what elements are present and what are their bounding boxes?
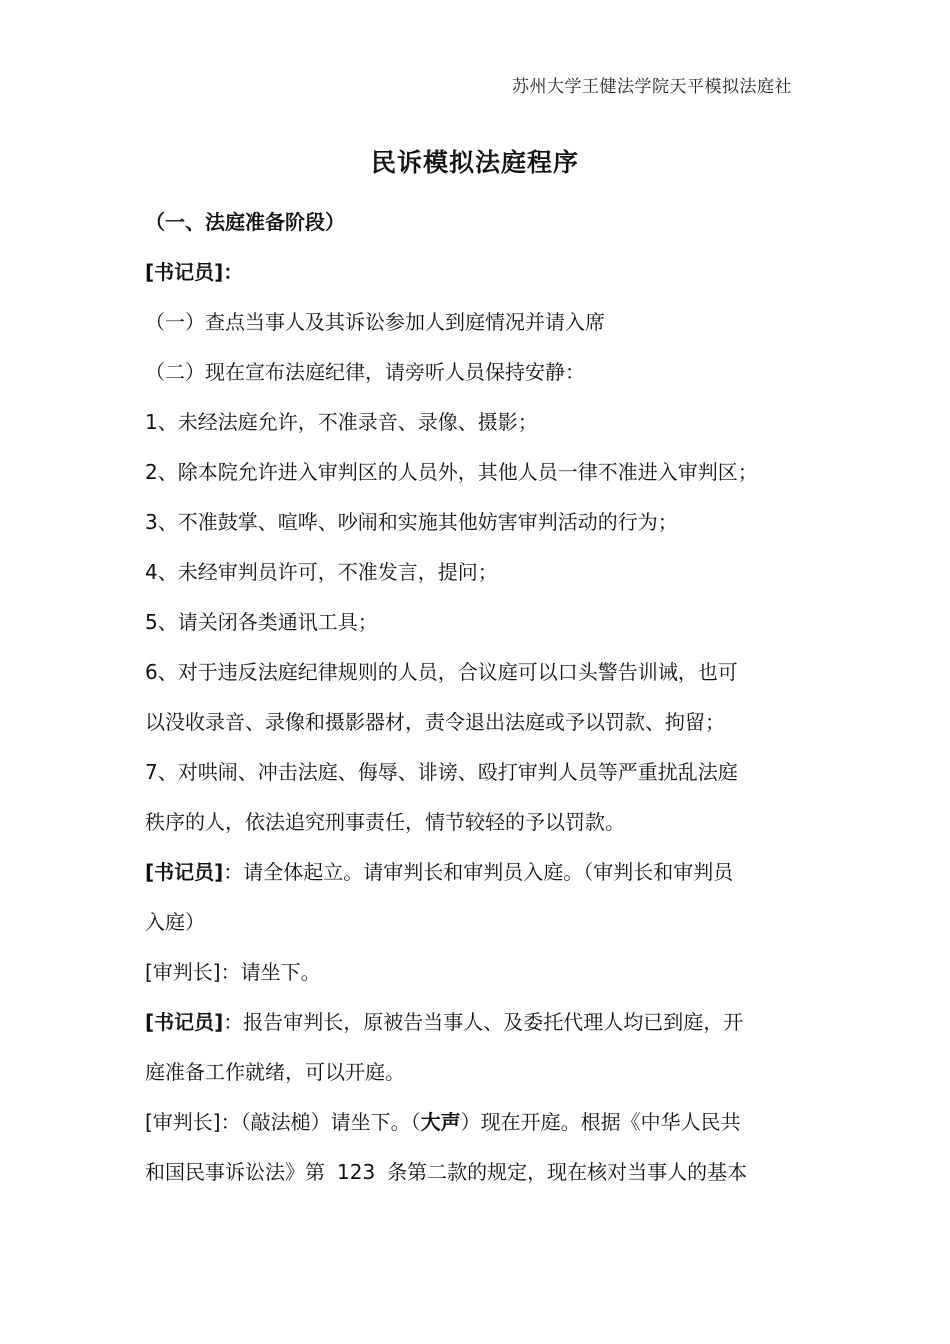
speaker-clerk: [书记员] [145,1010,224,1034]
dialogue-continued: 入庭） [145,910,205,934]
court-rule-continued: 秩序的人，依法追究刑事责任，情节较轻的予以罚款。 [145,810,625,834]
article-number: 123 [337,1160,376,1184]
procedure-item: （二）现在宣布法庭纪律，请旁听人员保持安静： [145,360,585,384]
dialogue-text: 条第二款的规定，现在核对当事人的基本 [387,1160,748,1184]
speaker-clerk: [书记员]： [145,260,244,284]
dialogue-line: [审判长]：请坐下。 [145,960,321,984]
dialogue-text: ：请全体起立。请审判长和审判员入庭。（审判长和审判员 [223,860,734,884]
dialogue-text: 和国民事诉讼法》第 [145,1160,325,1184]
court-rule: 3、不准鼓掌、喧哗、吵闹和实施其他妨害审判活动的行为； [145,510,678,534]
document-body [145,197,817,1197]
court-rule: 7、对哄闹、冲击法庭、侮辱、诽谤、殴打审判人员等严重扰乱法庭 [145,760,738,784]
speaker-judge: [审判长]：（敲法槌）请坐下。（ [145,1110,421,1134]
procedure-item: （一）查点当事人及其诉讼参加人到庭情况并请入席 [145,310,605,334]
section-heading: （一、法庭准备阶段） [145,210,345,234]
dialogue-continued [145,1147,817,1197]
dialogue-text: ）现在开庭。根据《中华人民共 [460,1110,741,1134]
speaker-clerk: [书记员] [145,860,224,884]
court-rule-continued: 以没收录音、录像和摄影器材，责令退出法庭或予以罚款、拘留； [145,710,725,734]
dialogue-line [145,847,817,897]
court-rule: 2、除本院允许进入审判区的人员外，其他人员一律不准进入审判区； [145,460,758,484]
court-rule: 6、对于违反法庭纪律规则的人员，合议庭可以口头警告训诫，也可 [145,660,738,684]
dialogue-line [145,997,817,1047]
dialogue-text: ：报告审判长，原被告当事人、及委托代理人均已到庭，开 [223,1010,744,1034]
court-rule: 5、请关闭各类通讯工具； [145,610,378,634]
dialogue-continued: 庭准备工作就绪，可以开庭。 [145,1060,405,1084]
court-rule: 4、未经审判员许可，不准发言，提问； [145,560,498,584]
court-rule: 1、未经法庭允许，不准录音、录像、摄影； [145,410,538,434]
document-title: 民诉模拟法庭程序 [370,148,579,177]
page-header: 苏州大学王健法学院天平模拟法庭社 [512,77,792,97]
dialogue-line [145,1097,817,1147]
emphasis-loud: 大声 [420,1110,461,1134]
